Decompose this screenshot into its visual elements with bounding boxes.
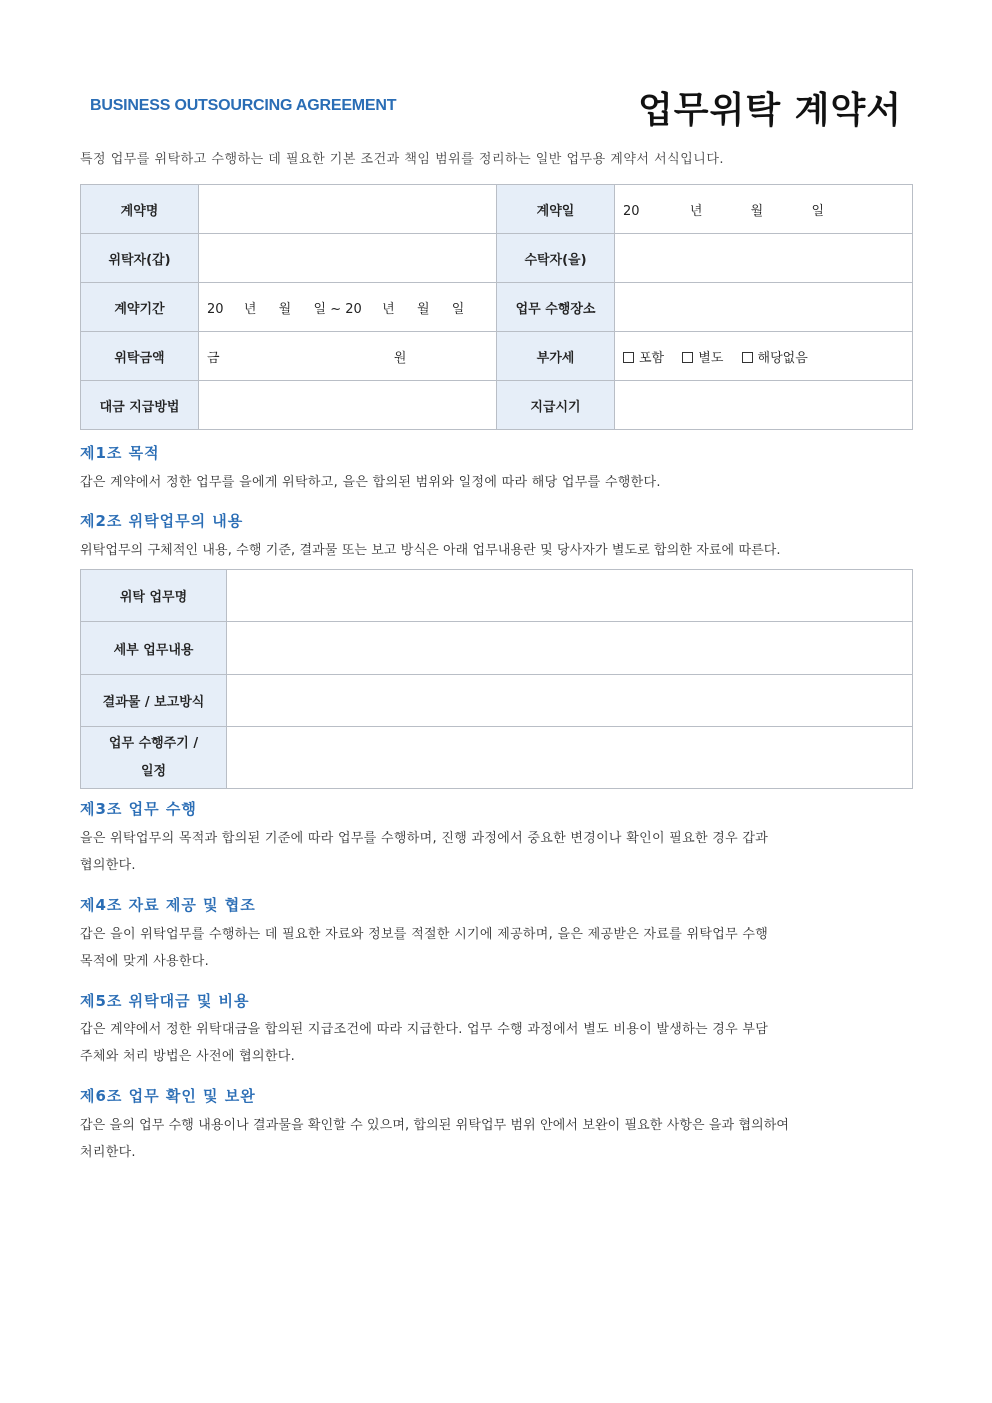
amount-field[interactable] [199, 332, 497, 381]
article-4-line2: 목적에 맞게 사용한다. [80, 954, 210, 969]
article-5-line2: 주체와 처리 방법은 사전에 협의한다. [80, 1049, 296, 1064]
date-month-unit: 월 [750, 203, 764, 219]
payment-method-field[interactable] [199, 381, 497, 430]
period-start-year-prefix: 20 [207, 301, 224, 317]
document-title: 업무위탁 계약서 [638, 90, 902, 131]
table-row [81, 283, 913, 332]
period-end-day-unit: 일 [451, 301, 465, 317]
table-row [81, 332, 913, 381]
table-row [81, 675, 913, 727]
schedule-label [81, 727, 227, 789]
intro-text: 특정 업무를 위탁하고 수행하는 데 필요한 기본 조건과 책임 범위를 정리하는 일반 업무용 계약서 서식입니다. [80, 152, 725, 167]
table-row [81, 381, 913, 430]
table-row [81, 727, 913, 789]
schedule-label-line1: 업무 수행주기 / [108, 735, 199, 751]
article-6-line1: 갑은 을의 업무 수행 내용이나 결과물을 확인할 수 있으며, 합의된 위탁업무 범위 안에서 보완이 필요한 사항은 을과 협의하여 [80, 1118, 790, 1133]
vat-options [615, 332, 913, 381]
agent-label: 수탁자(을) [497, 234, 615, 283]
article-2-body: 위탁업무의 구체적인 내용, 수행 기준, 결과물 또는 보고 방식은 아래 업무내용란 및 당사자가 별도로 합의한 자료에 따른다. [80, 543, 781, 558]
checkbox-icon[interactable] [682, 352, 693, 363]
work-detail-label: 세부 업무내용 [81, 622, 227, 675]
table-row [81, 185, 913, 234]
checkbox-icon[interactable] [742, 352, 753, 363]
article-5-title: 제5조 위탁대금 및 비용 [80, 992, 250, 1010]
article-3-title: 제3조 업무 수행 [80, 800, 197, 818]
period-tilde: ~ [330, 301, 342, 317]
article-3-body [80, 825, 912, 879]
contract-info-table [80, 184, 913, 430]
date-year-prefix: 20 [623, 203, 640, 219]
amount-label: 위탁금액 [81, 332, 199, 381]
period-start-year-unit: 년 [243, 301, 257, 317]
work-detail-field[interactable] [227, 622, 913, 675]
contract-name-label: 계약명 [81, 185, 199, 234]
vat-option-included[interactable] [623, 351, 664, 366]
work-name-field[interactable] [227, 570, 913, 622]
table-row [81, 234, 913, 283]
schedule-label-line2: 일정 [140, 763, 167, 779]
work-place-field[interactable] [615, 283, 913, 332]
article-6-line2: 처리한다. [80, 1145, 136, 1160]
article-4-body [80, 921, 912, 975]
english-subtitle: BUSINESS OUTSOURCING AGREEMENT [90, 97, 397, 114]
date-day-unit: 일 [811, 203, 825, 219]
article-5-line1: 갑은 계약에서 정한 위탁대금을 합의된 지급조건에 따라 지급한다. 업무 수행 과정에서 별도 비용이 발생하는 경우 부담 [80, 1022, 769, 1037]
work-name-label: 위탁 업무명 [81, 570, 227, 622]
article-6-body [80, 1112, 912, 1166]
contract-name-field[interactable] [199, 185, 497, 234]
period-label: 계약기간 [81, 283, 199, 332]
contract-page [80, 0, 912, 1160]
principal-field[interactable] [199, 234, 497, 283]
vat-option-label: 별도 [698, 350, 724, 366]
payment-method-label: 대금 지급방법 [81, 381, 199, 430]
schedule-field[interactable] [227, 727, 913, 789]
article-5-body [80, 1016, 912, 1070]
contract-date-field[interactable] [615, 185, 913, 234]
vat-option-label: 포함 [639, 350, 665, 366]
document-header [80, 0, 912, 140]
date-year-unit: 년 [689, 203, 703, 219]
deliverable-field[interactable] [227, 675, 913, 727]
article-6-title: 제6조 업무 확인 및 보완 [80, 1087, 256, 1105]
work-place-label: 업무 수행장소 [497, 283, 615, 332]
vat-option-na[interactable] [742, 351, 808, 366]
article-4-line1: 갑은 을이 위탁업무를 수행하는 데 필요한 자료와 정보를 적절한 시기에 제공하며, 을은 제공받은 자료를 위탁업무 수행 [80, 927, 769, 942]
article-1-body: 갑은 계약에서 정한 업무를 을에게 위탁하고, 을은 합의된 범위와 일정에 따라 해당 업무를 수행한다. [80, 475, 661, 490]
article-1-title: 제1조 목적 [80, 444, 160, 462]
deliverable-label: 결과물 / 보고방식 [81, 675, 227, 727]
agent-field[interactable] [615, 234, 913, 283]
principal-label: 위탁자(갑) [81, 234, 199, 283]
amount-suffix: 원 [393, 350, 407, 366]
work-detail-table [80, 569, 913, 789]
article-3-line2: 협의한다. [80, 858, 136, 873]
vat-label: 부가세 [497, 332, 615, 381]
table-row [81, 570, 913, 622]
article-2-title: 제2조 위탁업무의 내용 [80, 512, 244, 530]
amount-prefix: 금 [207, 350, 220, 366]
contract-date-label: 계약일 [497, 185, 615, 234]
article-3-line1: 을은 위탁업무의 목적과 합의된 기준에 따라 업무를 수행하며, 진행 과정에서 중요한 변경이나 확인이 필요한 경우 갑과 [80, 831, 769, 846]
period-start-day-unit: 일 [313, 301, 327, 317]
period-end-year-prefix: 20 [345, 301, 362, 317]
table-row [81, 622, 913, 675]
checkbox-icon[interactable] [623, 352, 634, 363]
vat-option-label: 해당없음 [757, 350, 808, 366]
payment-time-field[interactable] [615, 381, 913, 430]
article-4-title: 제4조 자료 제공 및 협조 [80, 896, 256, 914]
period-end-year-unit: 년 [382, 301, 395, 317]
period-field[interactable] [199, 283, 497, 332]
payment-time-label: 지급시기 [497, 381, 615, 430]
period-start-month-unit: 월 [278, 301, 292, 317]
vat-option-separate[interactable] [682, 351, 723, 366]
period-end-month-unit: 월 [416, 301, 430, 317]
